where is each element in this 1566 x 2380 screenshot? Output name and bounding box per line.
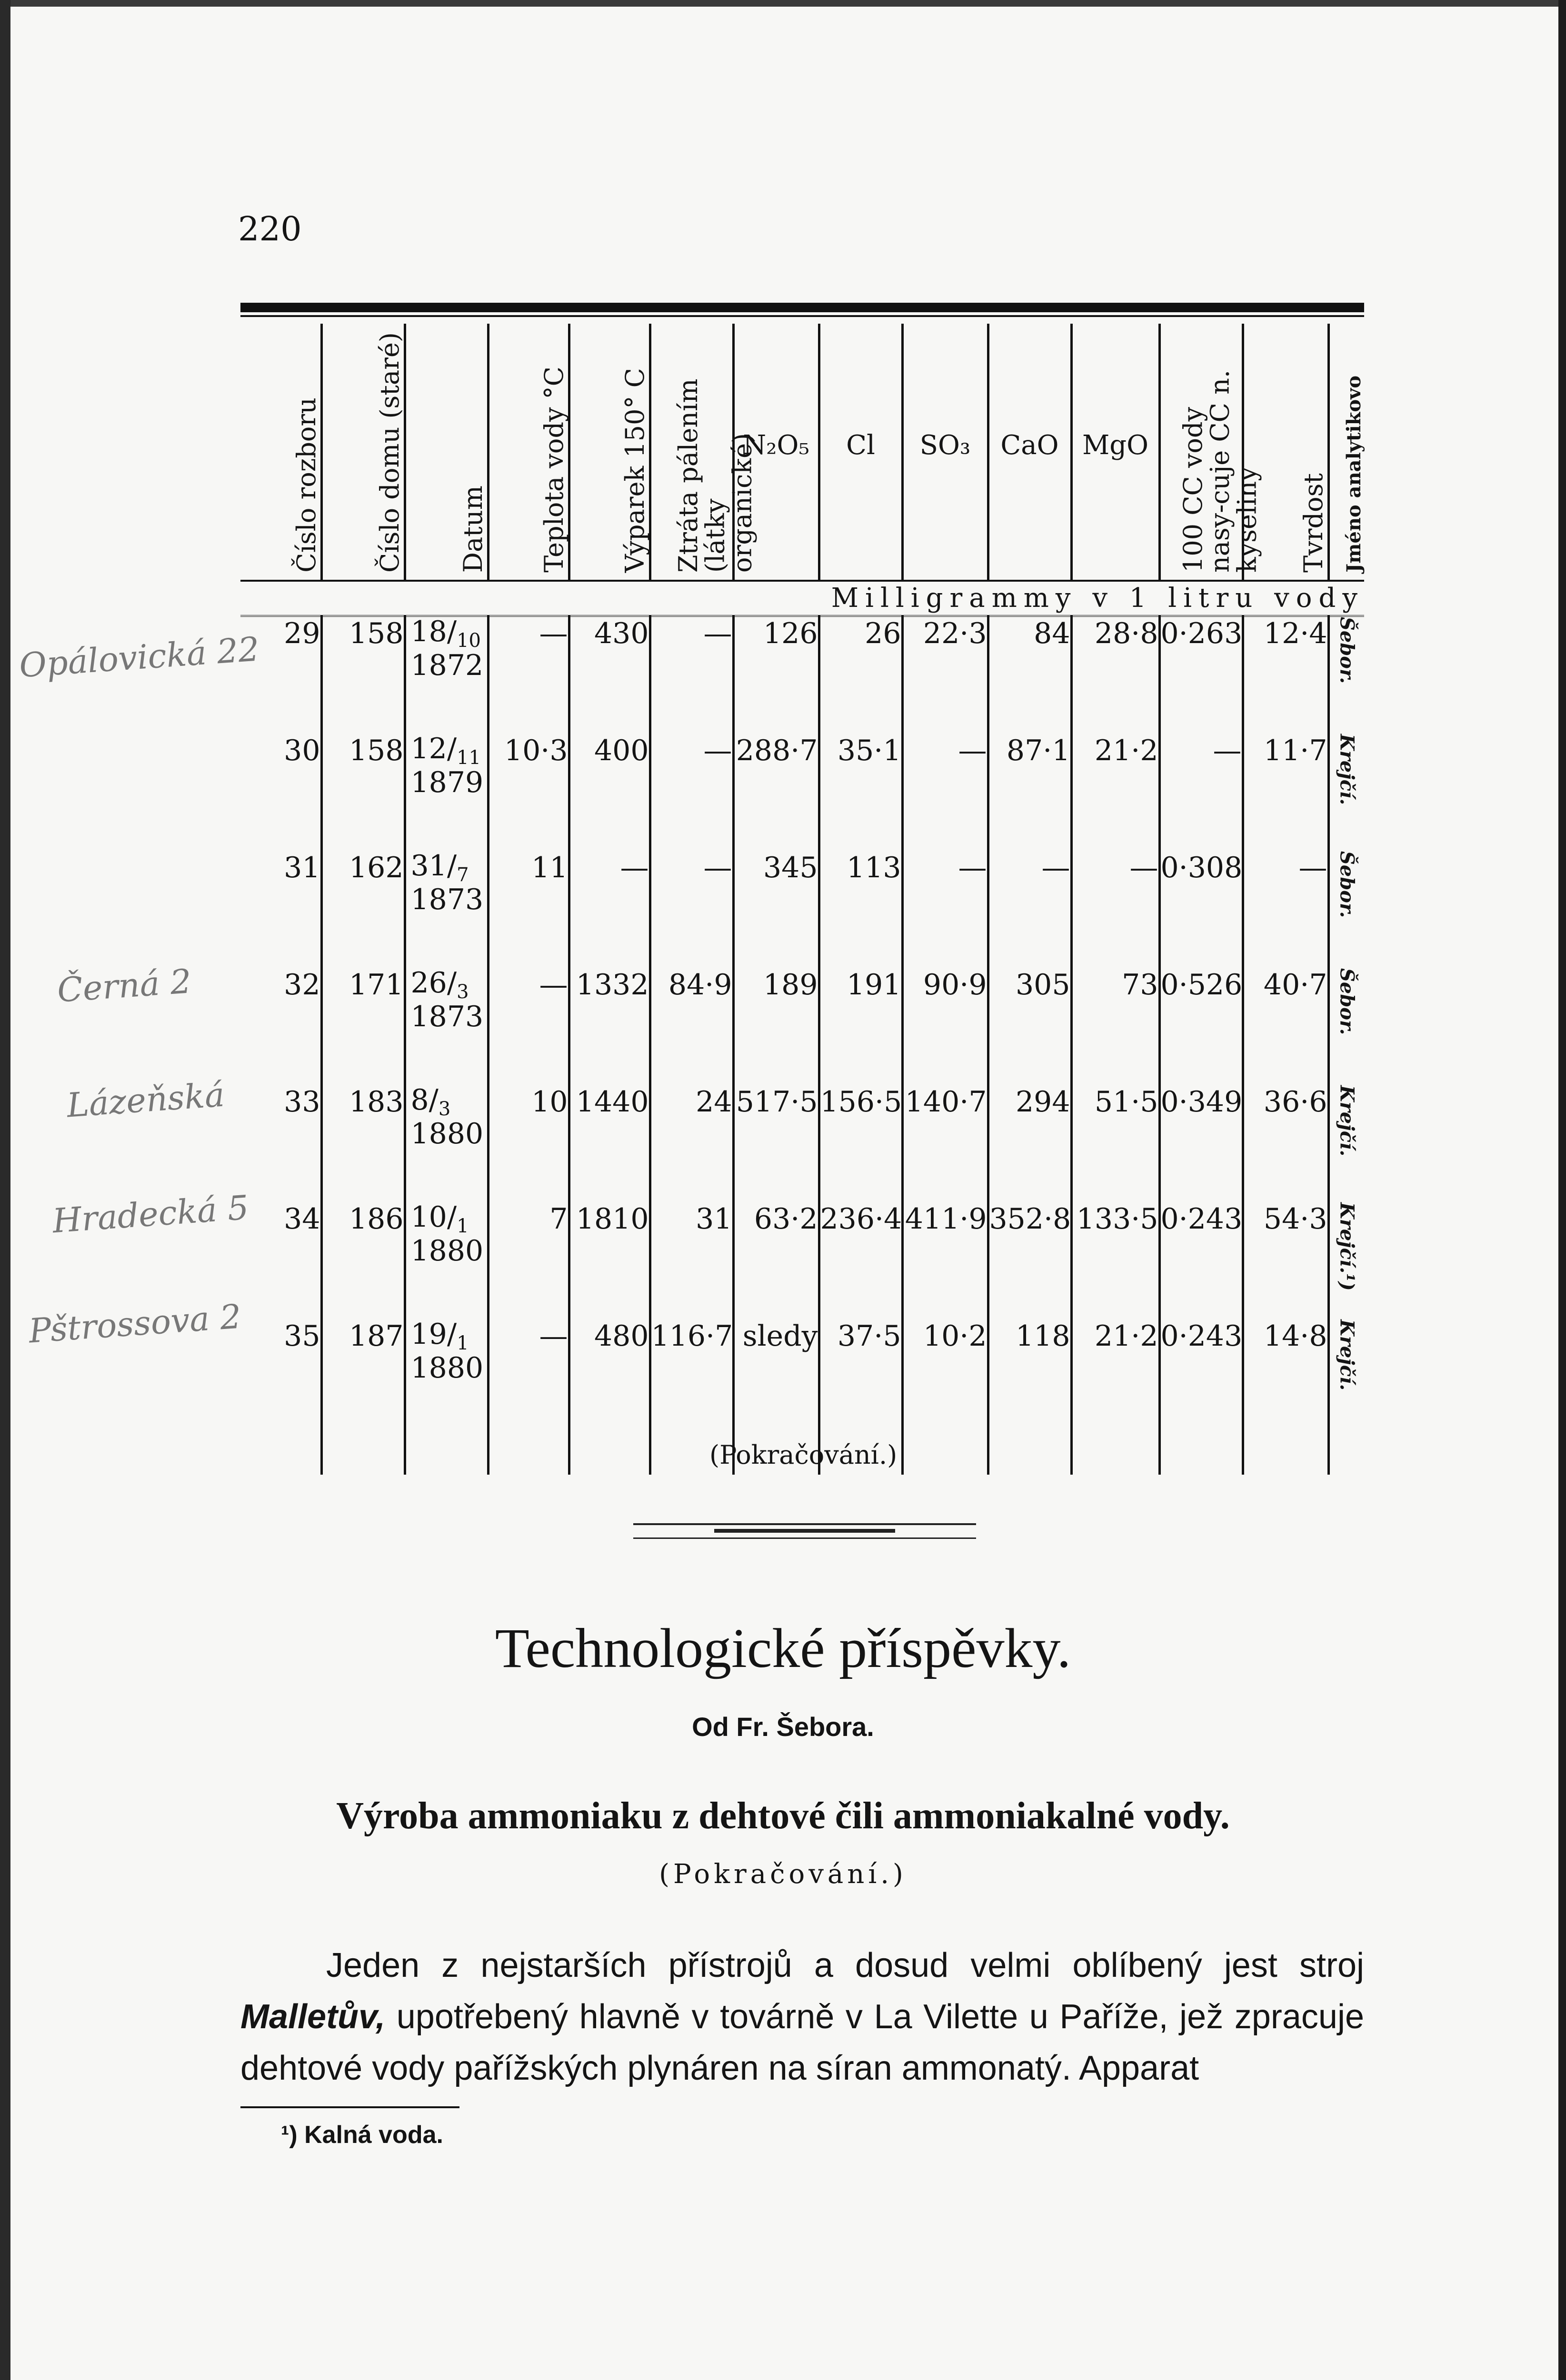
cell-tvrdost: 11·7 <box>1243 734 1328 851</box>
col-header-cao: CaO <box>988 324 1071 581</box>
cell-ztrata: 84·9 <box>650 968 733 1085</box>
handwritten-note: Černá 2 <box>56 962 193 1010</box>
cell-analytik: Šebor. <box>1328 616 1364 734</box>
cell-cl: 35·1 <box>819 734 902 851</box>
cell-cislo: 29 <box>284 616 320 650</box>
cell-n2o5: 288·7 <box>733 734 819 851</box>
cell-so3: 90·9 <box>902 968 988 1085</box>
cell-ztrata: — <box>650 734 733 851</box>
cell-n2o5: 63·2 <box>733 1202 819 1319</box>
footnote: ¹) Kalná voda. <box>281 2121 443 2149</box>
units-label: Milligrammy v 1 litru vody <box>240 581 1364 616</box>
cell-n2o5: 189 <box>733 968 819 1085</box>
scan-border-top <box>0 0 1566 7</box>
cell-tvrdost: 14·8 <box>1243 1319 1328 1437</box>
table-row <box>240 968 1364 1085</box>
cell-cc: 0·243 <box>1159 1202 1243 1319</box>
col-header-cc: 100 CC vody nasy-cuje CC n. kyseliny <box>1159 324 1243 581</box>
cell-cl: 26 <box>819 616 902 734</box>
table-header-row <box>240 324 1364 581</box>
cell-cl: 37·5 <box>819 1319 902 1437</box>
cell-dum: 183 <box>321 1085 405 1202</box>
table-top-rule <box>240 303 1364 312</box>
cell-analytik: Krejčí. <box>1328 1319 1364 1437</box>
cell-cao: 84 <box>988 616 1071 734</box>
article-byline: Od Fr. Šebora. <box>692 1712 874 1742</box>
table-row <box>240 1202 1364 1319</box>
table-row <box>240 1085 1364 1202</box>
cell-mgo: 21·2 <box>1071 1319 1159 1437</box>
cell-cc: 0·263 <box>1159 616 1243 734</box>
cell-cislo: 35 <box>284 1319 320 1353</box>
cell-teplota: — <box>488 616 569 734</box>
cell-vyparek: 480 <box>569 1319 650 1437</box>
continued-note: (Pokračování.) <box>709 1440 898 1470</box>
cell-tvrdost: — <box>1243 851 1328 968</box>
article-subtitle: Výroba ammoniaku z dehtové čili ammoniakalné vody. <box>336 1795 1230 1837</box>
cell-dum: 158 <box>321 616 405 734</box>
cell-n2o5: sledy <box>733 1319 819 1437</box>
cell-tvrdost: 36·6 <box>1243 1085 1328 1202</box>
cell-dum: 187 <box>321 1319 405 1437</box>
cell-teplota: — <box>488 1319 569 1437</box>
cell-vyparek: — <box>569 851 650 968</box>
cell-dum: 162 <box>321 851 405 968</box>
section-divider <box>633 1523 976 1525</box>
cell-analytik: Krejčí. <box>1328 1085 1364 1202</box>
handwritten-note: Hradecká 5 <box>51 1188 250 1241</box>
cell-tvrdost: 54·3 <box>1243 1202 1328 1319</box>
table-top-rule-thin <box>240 315 1364 317</box>
cell-analytik: Krejčí. <box>1328 734 1364 851</box>
scan-border-left <box>0 0 10 2380</box>
col-header-ztrata: Ztráta pálením (látky organické) <box>650 324 733 581</box>
table-row <box>240 734 1364 851</box>
cell-datum: $8/_3$ 1880 <box>405 1085 488 1202</box>
cell-datum: $19/_1$ 1880 <box>405 1319 488 1437</box>
cell-mgo: 73 <box>1071 968 1159 1085</box>
cell-cislo: 32 <box>284 968 320 1002</box>
cell-dum: 171 <box>321 968 405 1085</box>
cell-teplota: 11 <box>488 851 569 968</box>
footnote-rule <box>240 2106 459 2108</box>
cell-datum: $10/_1$ 1880 <box>405 1202 488 1319</box>
units-row <box>240 581 1364 616</box>
cell-so3: 22·3 <box>902 616 988 734</box>
handwritten-note: Opálovická 22 <box>18 629 261 685</box>
cell-so3: — <box>902 734 988 851</box>
table-body <box>240 616 1364 1437</box>
cell-so3: 411·9 <box>902 1202 988 1319</box>
col-header-vyparek: Výparek 150° C <box>569 324 650 581</box>
cell-cislo: 31 <box>284 851 320 884</box>
cell-datum: $26/_3$ 1873 <box>405 968 488 1085</box>
col-header-analytik: Jméno analytikovo <box>1328 324 1364 581</box>
cell-cl: 191 <box>819 968 902 1085</box>
col-header-tvrdost: Tvrdost <box>1243 324 1328 581</box>
cell-cislo: 34 <box>284 1202 320 1236</box>
cell-cc: 0·526 <box>1159 968 1243 1085</box>
cell-ztrata: — <box>650 616 733 734</box>
col-header-cislo-domu: Číslo domu (staré) <box>321 324 405 581</box>
cell-mgo: 51·5 <box>1071 1085 1159 1202</box>
cell-tvrdost: 12·4 <box>1243 616 1328 734</box>
cell-mgo: — <box>1071 851 1159 968</box>
cell-so3: — <box>902 851 988 968</box>
cell-cislo: 33 <box>284 1085 320 1119</box>
cell-ztrata: 31 <box>650 1202 733 1319</box>
cell-tvrdost: 40·7 <box>1243 968 1328 1085</box>
cell-cao: 294 <box>988 1085 1071 1202</box>
cell-cc: — <box>1159 734 1243 851</box>
cell-teplota: 10 <box>488 1085 569 1202</box>
cell-teplota: 10·3 <box>488 734 569 851</box>
cell-vyparek: 1440 <box>569 1085 650 1202</box>
water-analysis-table <box>240 324 1364 1475</box>
col-header-teplota: Teplota vody °C <box>488 324 569 581</box>
cell-cl: 156·5 <box>819 1085 902 1202</box>
cell-cao: 352·8 <box>988 1202 1071 1319</box>
scan-border-right <box>1558 0 1566 2380</box>
col-header-so3: SO₃ <box>902 324 988 581</box>
cell-teplota: — <box>488 968 569 1085</box>
cell-ztrata: 116·7 <box>650 1319 733 1437</box>
cell-dum: 158 <box>321 734 405 851</box>
cell-so3: 140·7 <box>902 1085 988 1202</box>
page-number: 220 <box>238 209 302 248</box>
col-header-datum: Datum <box>405 324 488 581</box>
cell-cc: 0·243 <box>1159 1319 1243 1437</box>
col-header-n2o5: N₂O₅ <box>733 324 819 581</box>
cell-dum: 186 <box>321 1202 405 1319</box>
table-row <box>240 616 1364 734</box>
cell-mgo: 28·8 <box>1071 616 1159 734</box>
cell-cao: 305 <box>988 968 1071 1085</box>
cell-vyparek: 430 <box>569 616 650 734</box>
section-divider <box>714 1529 895 1533</box>
article-paragraph: Jeden z nejstarších přístrojů a dosud velmi oblíbený jest stroj Malletův, upotřebený hlavně v továrně v La Vilette u Paříže, jež zpracuje dehtové vody pařížských plynáren na síran ammonatý. Apparat <box>240 1946 1364 2087</box>
handwritten-note: Pštrossova 2 <box>27 1297 243 1351</box>
cell-cao: 118 <box>988 1319 1071 1437</box>
section-divider <box>633 1537 976 1539</box>
cell-cislo: 30 <box>284 734 320 767</box>
cell-vyparek: 1332 <box>569 968 650 1085</box>
cell-cc: 0·349 <box>1159 1085 1243 1202</box>
cell-cao: — <box>988 851 1071 968</box>
cell-cc: 0·308 <box>1159 851 1243 968</box>
cell-cl: 113 <box>819 851 902 968</box>
emphasis-name: Malletův, <box>240 1998 386 2036</box>
cell-vyparek: 1810 <box>569 1202 650 1319</box>
cell-n2o5: 517·5 <box>733 1085 819 1202</box>
cell-ztrata: 24 <box>650 1085 733 1202</box>
cell-n2o5: 345 <box>733 851 819 968</box>
cell-teplota: 7 <box>488 1202 569 1319</box>
cell-n2o5: 126 <box>733 616 819 734</box>
col-header-cislo-rozboru: Číslo rozboru <box>291 397 321 573</box>
table-row <box>240 1319 1364 1437</box>
cell-mgo: 133·5 <box>1071 1202 1159 1319</box>
cell-vyparek: 400 <box>569 734 650 851</box>
table-row <box>240 851 1364 968</box>
cell-ztrata: — <box>650 851 733 968</box>
cell-analytik: Šebor. <box>1328 968 1364 1085</box>
cell-cl: 236·4 <box>819 1202 902 1319</box>
cell-datum: $12/_{11}$ 1879 <box>405 734 488 851</box>
cell-mgo: 21·2 <box>1071 734 1159 851</box>
article-continued-note: (Pokračování.) <box>659 1859 907 1890</box>
cell-so3: 10·2 <box>902 1319 988 1437</box>
cell-datum: $18/_{10}$ 1872 <box>405 616 488 734</box>
cell-analytik: Šebor. <box>1328 851 1364 968</box>
handwritten-note: Lázeňská <box>65 1075 226 1125</box>
col-header-mgo: MgO <box>1071 324 1159 581</box>
cell-datum: $31/_7$ 1873 <box>405 851 488 968</box>
col-header-cl: Cl <box>819 324 902 581</box>
cell-cao: 87·1 <box>988 734 1071 851</box>
cell-analytik: Krejčí.¹) <box>1328 1202 1364 1319</box>
article-title: Technologické příspěvky. <box>495 1617 1071 1679</box>
